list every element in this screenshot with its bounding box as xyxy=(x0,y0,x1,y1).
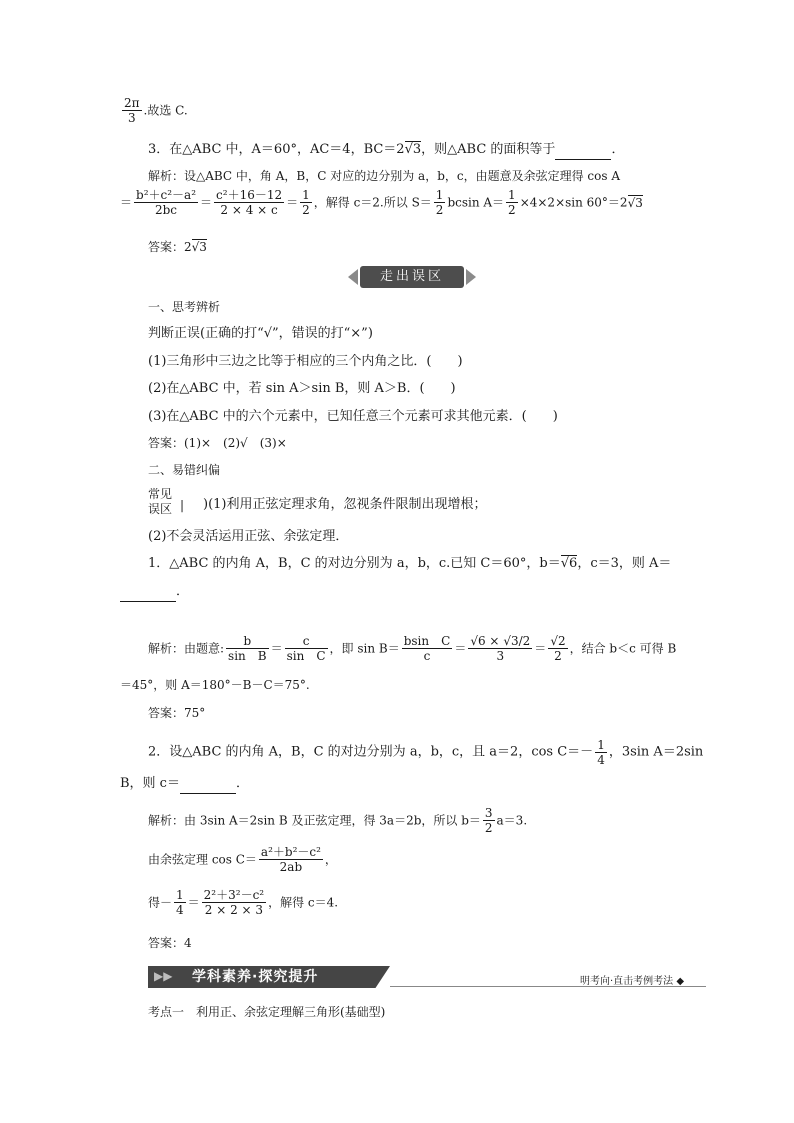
error-tag-top: 常见 xyxy=(148,487,173,501)
practice-2-solution-line3: 得－ $\frac{1}{4}$ ＝ $\frac{\text{2²＋3²－c²}}{2 \times 2 \times 3}$ ，解得 c＝4. xyxy=(148,888,339,917)
topic-heading: 考点一 利用正、余弦定理解三角形(基础型) xyxy=(148,1005,386,1019)
error-tag-bottom: 误区 xyxy=(148,502,173,516)
problem-3-answer: 答案：2√3 xyxy=(148,240,207,254)
section-header-bar xyxy=(148,966,708,988)
practice-2-answer: 答案：4 xyxy=(148,936,192,950)
error-tag-separator: | xyxy=(180,498,185,512)
double-arrow-icon: ▶▶ xyxy=(154,969,173,983)
part1-item-2: (2)在△ABC 中，若 sin A＞sin B，则 A＞B．( ) xyxy=(148,381,456,396)
practice-1-solution: 解析：由题意: $\frac{b}{\text{sin B}}$ ＝ $\frac{c}{\text{sin C}}$ ，即 sin B＝ $\frac{\text{bsin C}}{c}$ ＝ $\frac{√6 \times √3/2}{3}$ ＝ $\frac{√2}{2}$ ，结合 b＜c 可得 B xyxy=(148,634,677,663)
error-item-2: (2)不会灵活运用正弦、余弦定理． xyxy=(148,529,349,544)
practice-1-answer: 答案：75° xyxy=(148,706,206,720)
section-banner: 走出误区 xyxy=(360,266,464,288)
answer-blank[interactable] xyxy=(180,775,236,794)
problem-3-stem: 3．在△ABC 中，A＝60°，AC＝4，BC＝2√3，则△ABC 的面积等于 ． xyxy=(148,141,624,160)
part1-answer: 答案：(1)× (2)√ (3)× xyxy=(148,436,287,450)
problem-3-solution-line1: 解析：设△ABC 中，角 A，B，C 对应的边分别为 a，b，c，由题意及余弦定理得 cos A xyxy=(148,169,620,183)
practice-1-blank-line: ． xyxy=(120,583,189,602)
text: .故选 C. xyxy=(143,103,188,118)
part1-item-3: (3)在△ABC 中的六个元素中，已知任意三个元素可求其他元素．( ) xyxy=(148,409,558,424)
part2-heading: 二、易错纠偏 xyxy=(148,463,221,477)
answer-blank[interactable] xyxy=(555,141,611,160)
carryover-line xyxy=(120,96,188,125)
practice-2-solution-line2: 由余弦定理 cos C＝ $\frac{\text{a²＋b²－c²}}{2ab}$ ， xyxy=(148,845,337,874)
error-item-1: )(1)利用正弦定理求角，忽视条件限制出现增根； xyxy=(203,497,487,512)
practice-2-stem-line2: B，则 c＝ ． xyxy=(120,775,249,794)
part1-instruction: 判断正误(正确的打“√”，错误的打“×”) xyxy=(148,326,373,341)
section-subtitle: 明考向·直击考例考法 ◆ xyxy=(580,976,685,987)
section-title: 学科素养·探究提升 xyxy=(192,969,319,985)
practice-1-solution-line2: ＝45°，则 A＝180°－B－C＝75°. xyxy=(120,678,310,692)
problem-3-solution-line2: ＝ $\frac{\text{b²＋c²－a²}}{2bc}$ ＝ $\frac{\text{c²＋16－12}}{2 \times 4 \times c}$ ＝ $\frac{1}{2}$ ，解得 c＝2.所以 S＝ $\frac{1}{2}$ bcsin A＝ $\frac{1}{2}$ ×4×2×sin 60°＝2√3 xyxy=(120,188,643,217)
part1-heading: 一、思考辨析 xyxy=(148,300,221,314)
fraction: $\frac{2\pi}{3}$ xyxy=(124,96,140,125)
sqrt: √3 xyxy=(404,142,422,157)
part1-item-1: (1)三角形中三边之比等于相应的三个内角之比．( ) xyxy=(148,354,463,369)
answer-blank[interactable] xyxy=(120,583,176,602)
practice-2-solution-line1: 解析：由 3sin A＝2sin B 及正弦定理，得 3a＝2b，所以 b＝ $\frac{3}{2}$ a＝3. xyxy=(148,806,528,835)
practice-1-stem: 1．△ABC 的内角 A，B，C 的对边分别为 a，b，c.已知 C＝60°，b＝√6，c＝3，则 A＝ xyxy=(148,556,672,571)
practice-2-stem: 2．设△ABC 的内角 A，B，C 的对边分别为 a，b，c，且 a＝2，cos C＝－ $\frac{1}{4}$ ，3sin A＝2sin xyxy=(148,738,704,767)
